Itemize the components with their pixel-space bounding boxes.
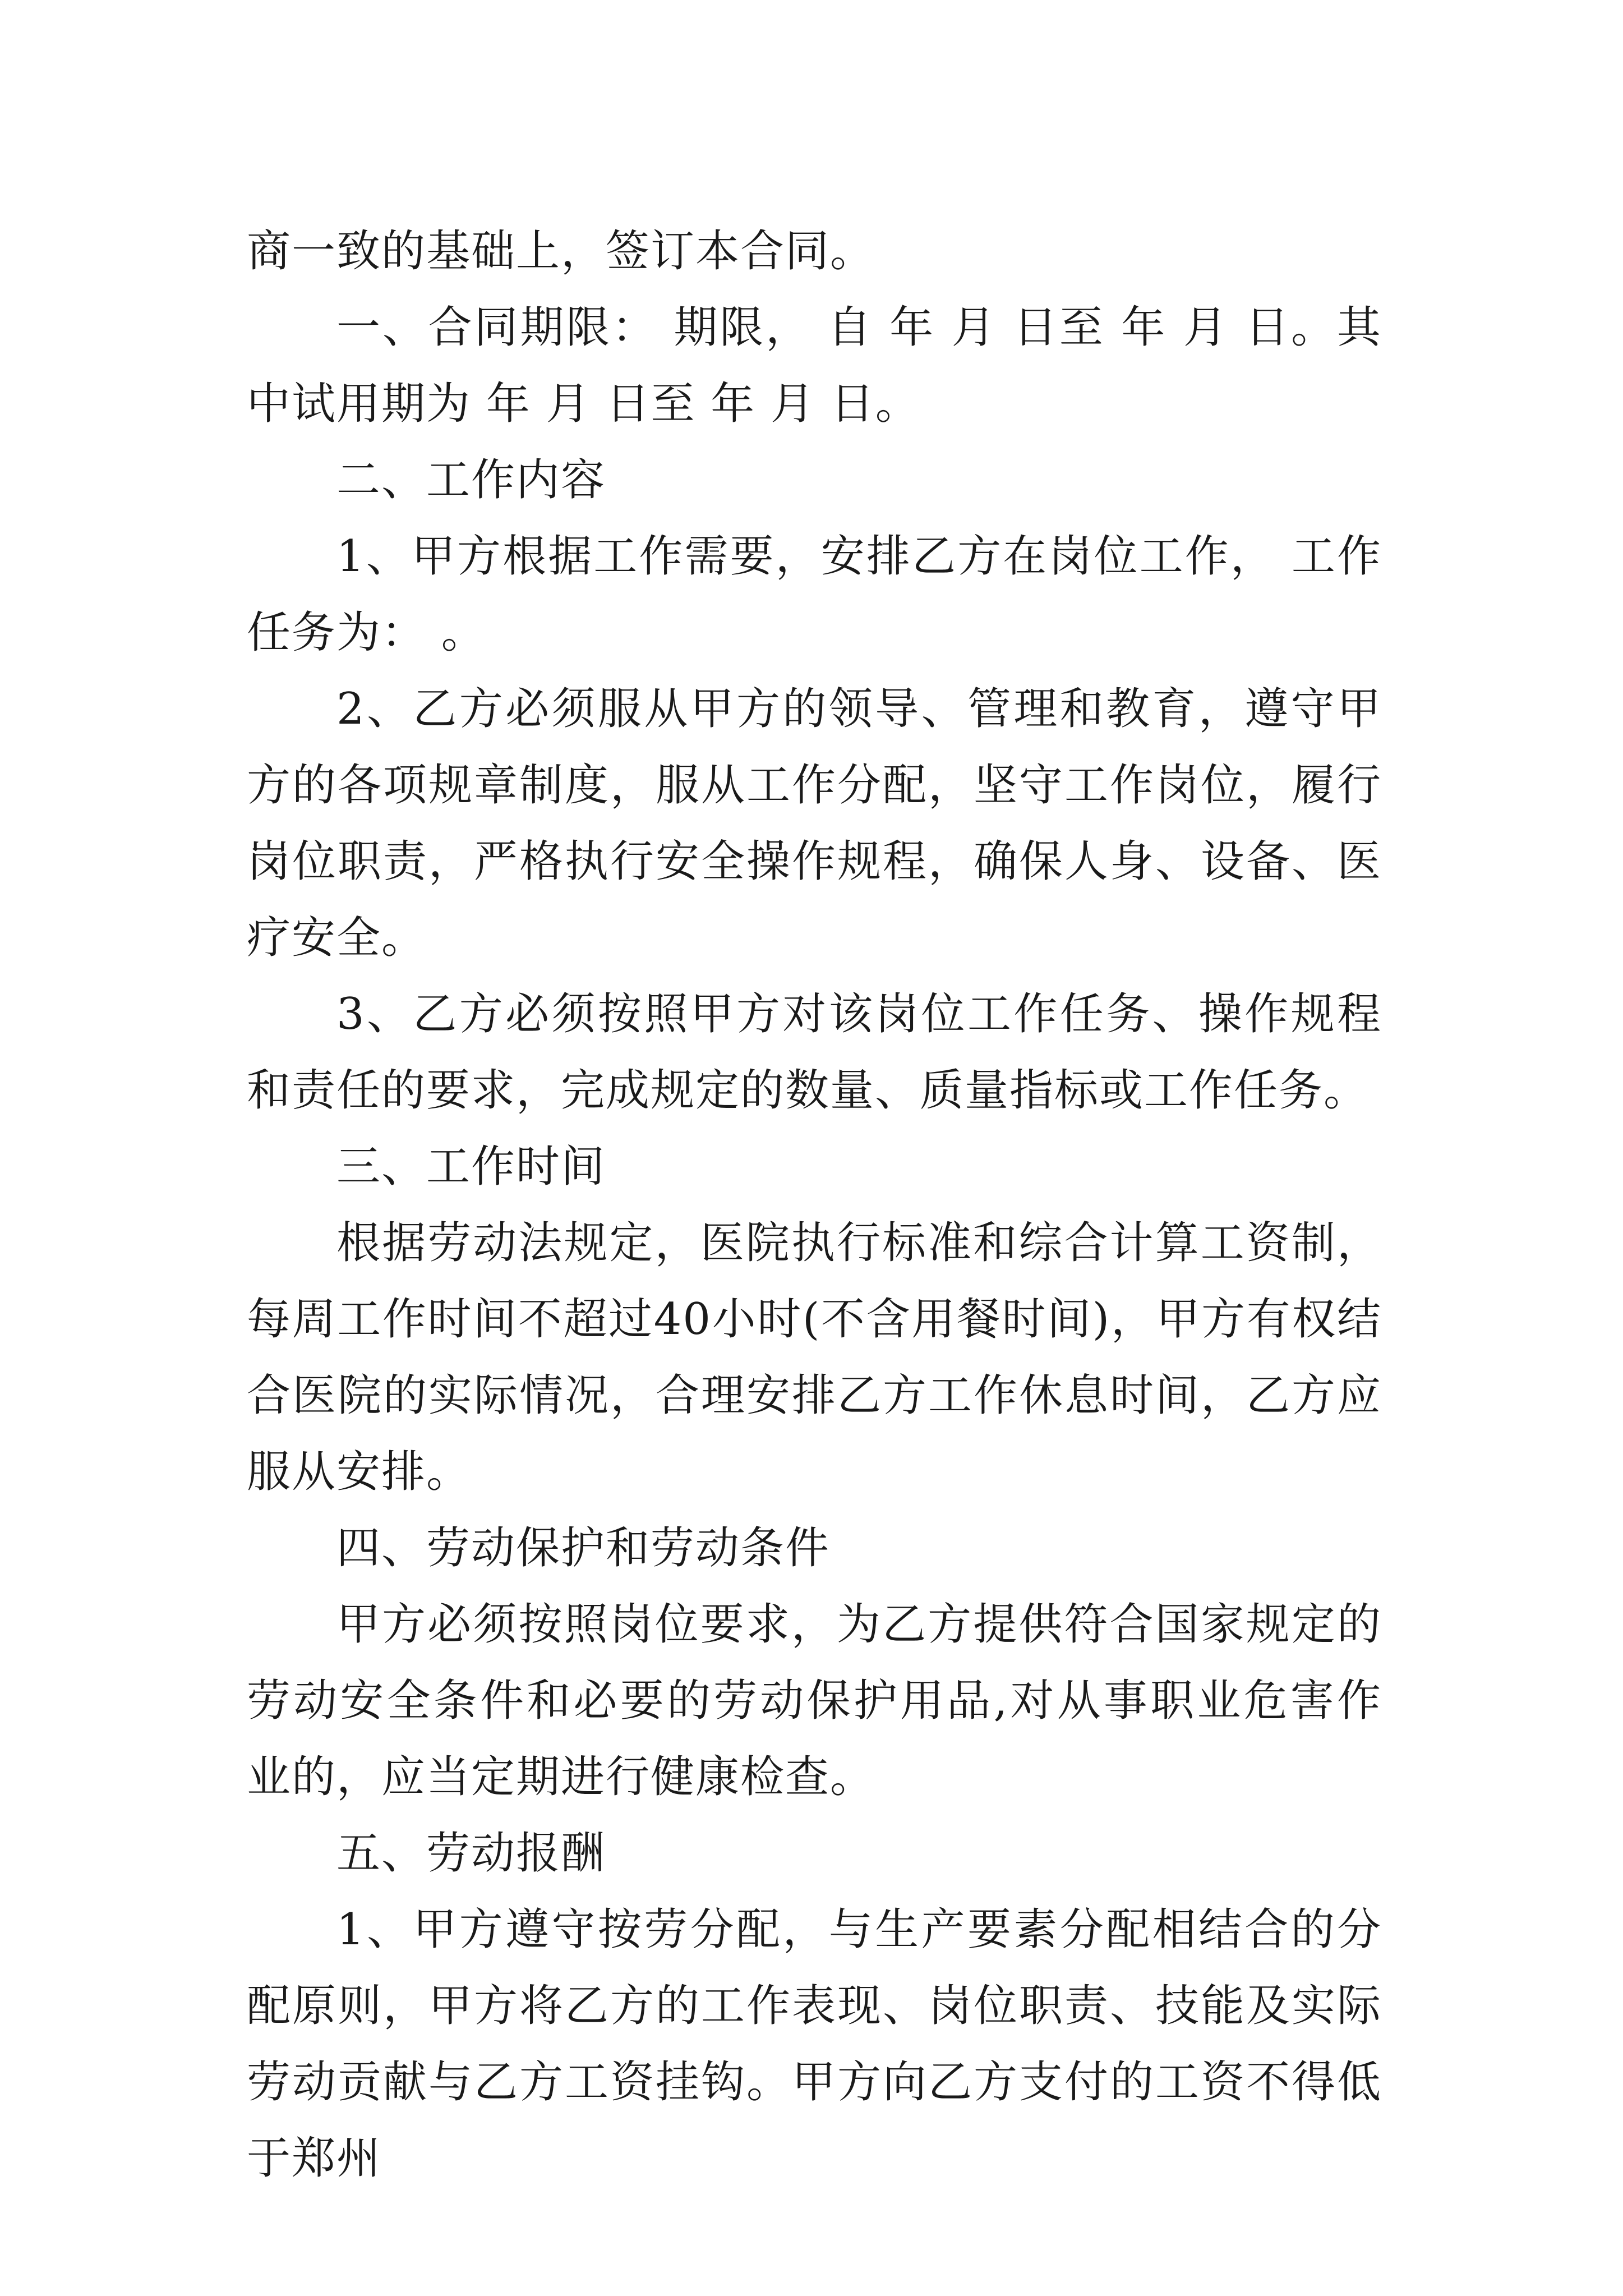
section-heading-work-time: 三、工作时间	[336, 1142, 606, 1192]
paragraph-work-time: 根据劳动法规定，医院执行标准和综合计算工资制，每周工作时间不超过40小时(不含用餐时间)，甲方有权结合医院的实际情况，合理安排乙方工作休息时间，乙方应服从安排。	[247, 1218, 1382, 1497]
section-heading-labor-protection: 四、劳动保护和劳动条件	[336, 1523, 831, 1573]
paragraph-labor-protection: 甲方必须按照岗位要求，为乙方提供符合国家规定的劳动安全条件和必要的劳动保护用品,对从事职业危害作业的，应当定期进行健康检查。	[247, 1599, 1382, 1802]
section-heading-work-content: 二、工作内容	[336, 455, 606, 505]
section-heading-remuneration: 五、劳动报酬	[336, 1828, 606, 1879]
paragraph-work-content-3: 3、乙方必须按照甲方对该岗位工作任务、操作规程和责任的要求，完成规定的数量、质量指标或工作任务。	[247, 989, 1382, 1116]
paragraph-work-content-1: 1、甲方根据工作需要，安排乙方在岗位工作， 工作任务为： 。	[247, 531, 1382, 658]
paragraph-intro: 商一致的基础上，签订本合同。	[247, 226, 875, 277]
document-body	[247, 213, 1382, 2197]
paragraph-work-content-2: 2、乙方必须服从甲方的领导、管理和教育，遵守甲方的各项规章制度，服从工作分配，坚守工作岗位，履行岗位职责，严格执行安全操作规程，确保人身、设备、医疗安全。	[247, 684, 1382, 963]
paragraph-remuneration-1: 1、甲方遵守按劳分配，与生产要素分配相结合的分配原则，甲方将乙方的工作表现、岗位职责、技能及实际劳动贡献与乙方工资挂钩。甲方向乙方支付的工资不得低于郑州	[247, 1904, 1382, 2184]
paragraph-contract-term: 一、合同期限： 期限， 自 年 月 日至 年 月 日。其中试用期为 年 月 日至 年 月 日。	[247, 302, 1382, 429]
